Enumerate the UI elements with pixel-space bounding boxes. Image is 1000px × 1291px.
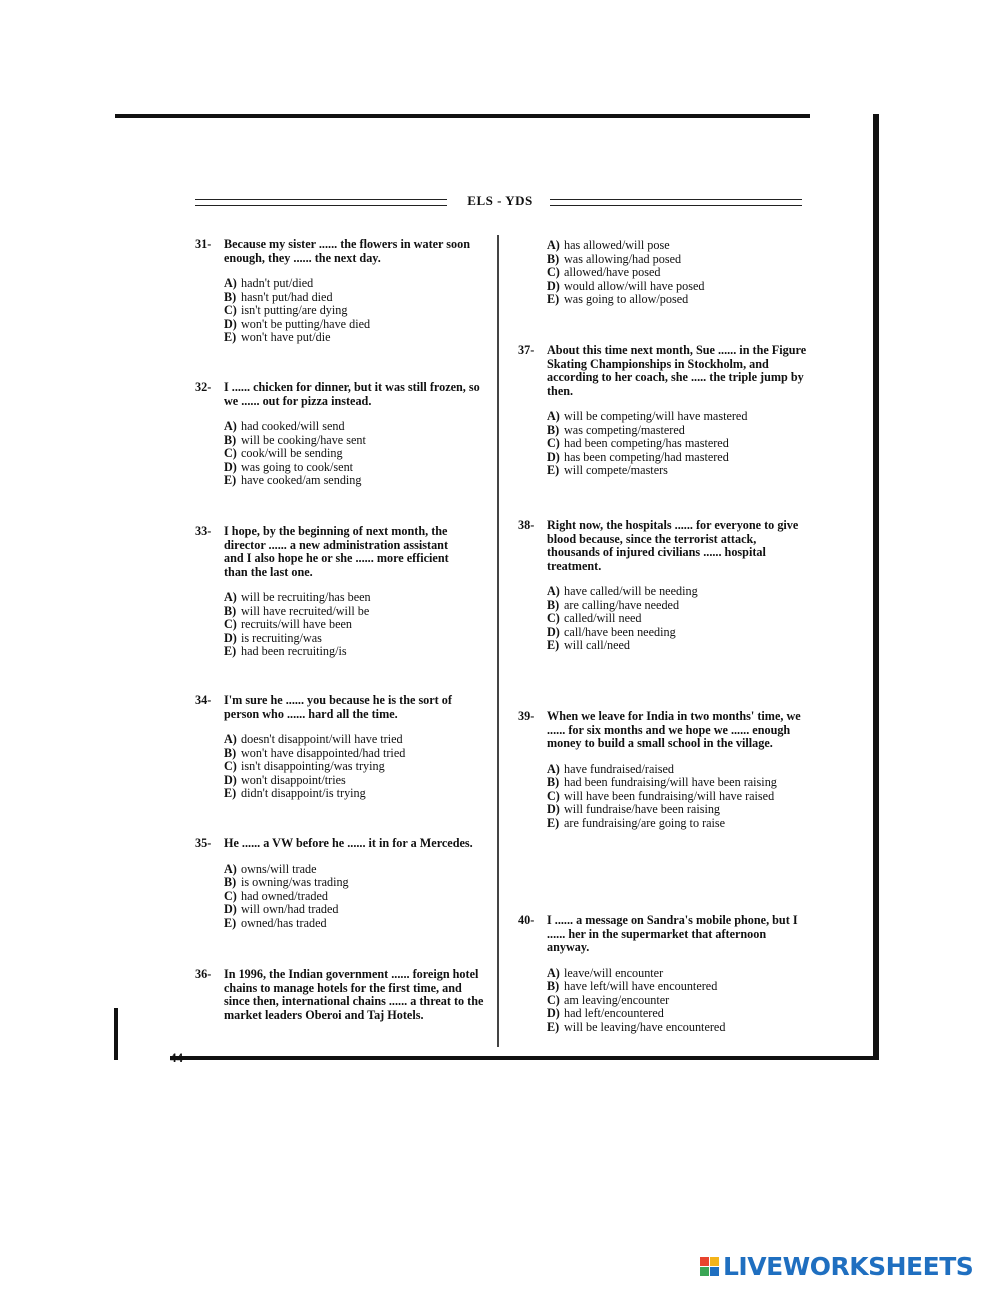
option-d[interactable]: [547, 451, 808, 465]
option-text: hadn't put/died: [241, 276, 314, 290]
option-letter: E): [224, 330, 237, 344]
page-top-border: [115, 114, 810, 118]
option-c[interactable]: [547, 994, 808, 1008]
option-letter: E): [224, 915, 237, 930]
option-letter: C): [547, 265, 560, 279]
option-c[interactable]: [224, 447, 485, 461]
option-letter: B): [547, 251, 560, 266]
option-c[interactable]: [547, 790, 808, 804]
option-text: was going to cook/sent: [241, 459, 354, 474]
option-e[interactable]: [547, 639, 808, 653]
option-text: owned/has traded: [241, 915, 327, 930]
option-text: will be recruiting/has been: [241, 590, 371, 604]
question-33: [195, 525, 470, 659]
option-letter: E): [547, 815, 560, 830]
liveworksheets-logo: [700, 1252, 973, 1281]
question-stem: In 1996, the Indian government ...... foreign hotel chains to manage hotels for the first time, and since then, international chains ...... a threat to the market leaders Oberoi and Taj Hotels.: [224, 967, 484, 1022]
option-text: will call/need: [564, 638, 630, 652]
option-letter: C): [224, 617, 237, 631]
option-letter: D): [547, 1006, 560, 1020]
question-number: 38-: [518, 518, 535, 532]
header-rule-right: [550, 199, 802, 206]
option-letter: D): [547, 624, 560, 639]
option-e[interactable]: [547, 293, 818, 307]
option-text: are fundraising/are going to raise: [564, 815, 726, 830]
question-stem: I'm sure he ...... you because he is the sort of person who ...... hard all the time.: [224, 693, 452, 721]
question-number: 35-: [195, 836, 212, 850]
question-stem: About this time next month, Sue ...... in the Figure Skating Championships in Stockholm, and according to her coach, she ..... the triple jump by then.: [547, 343, 807, 398]
question-number: 39-: [518, 709, 535, 723]
option-d[interactable]: [547, 1007, 808, 1021]
option-letter: D): [224, 459, 237, 474]
option-letter: A): [224, 590, 237, 604]
option-c[interactable]: [547, 266, 818, 280]
option-letter: E): [547, 1019, 560, 1034]
option-b[interactable]: [224, 434, 485, 448]
option-letter: A): [224, 276, 237, 290]
option-a[interactable]: [547, 239, 818, 253]
question-number: 31-: [195, 237, 212, 251]
option-e[interactable]: [224, 331, 485, 345]
option-text: have called/will be needing: [564, 584, 698, 598]
option-letter: D): [224, 316, 237, 331]
option-text: had cooked/will send: [241, 419, 345, 433]
option-text: had been recruiting/is: [241, 644, 347, 658]
question-number: 32-: [195, 380, 212, 394]
option-letter: C): [224, 759, 237, 773]
page-bottom-border: [170, 1056, 879, 1060]
option-b[interactable]: [547, 424, 808, 438]
option-text: hasn't put/had died: [241, 289, 333, 304]
option-text: owns/will trade: [241, 861, 317, 876]
option-text: had owned/traded: [241, 888, 328, 903]
option-letter: C): [547, 611, 560, 625]
option-e[interactable]: [224, 917, 485, 931]
question-number: 36-: [195, 967, 212, 981]
option-text: will fundraise/have been raising: [564, 802, 721, 816]
option-text: called/will need: [564, 611, 642, 625]
option-letter: D): [224, 630, 237, 645]
option-text: won't disappoint/tries: [241, 772, 346, 787]
option-text: has been competing/had mastered: [564, 449, 729, 464]
option-list: [547, 239, 818, 307]
option-e[interactable]: [224, 787, 485, 801]
option-text: had been fundraising/will have been raising: [564, 775, 777, 789]
option-text: won't have disappointed/had tried: [241, 745, 406, 760]
header-rule-left: [195, 199, 447, 206]
option-text: will be competing/will have mastered: [564, 409, 748, 423]
question-40: [518, 914, 808, 1034]
option-letter: B): [547, 422, 560, 437]
option-d[interactable]: [224, 632, 470, 646]
option-text: will compete/masters: [564, 463, 668, 477]
option-text: leave/will encounter: [564, 965, 664, 980]
option-list: [224, 277, 485, 345]
option-list: [224, 863, 485, 931]
option-letter: B): [224, 745, 237, 760]
option-letter: E): [547, 292, 560, 306]
option-text: will own/had traded: [241, 902, 339, 916]
option-list: [547, 585, 808, 653]
page-left-border: [114, 1008, 118, 1060]
question-39: [518, 710, 808, 830]
option-text: will be leaving/have encountered: [564, 1019, 726, 1034]
option-letter: B): [224, 432, 237, 447]
option-c[interactable]: [224, 890, 485, 904]
option-letter: D): [547, 802, 560, 816]
option-a[interactable]: [547, 410, 808, 424]
option-letter: B): [224, 875, 237, 889]
question-number: 37-: [518, 343, 535, 357]
option-b[interactable]: [547, 599, 808, 613]
option-letter: D): [547, 278, 560, 293]
option-d[interactable]: [547, 280, 818, 294]
option-a[interactable]: [224, 277, 485, 291]
option-letter: E): [224, 786, 237, 800]
option-text: allowed/have posed: [564, 265, 661, 279]
question-stem: When we leave for India in two months' time, we ...... for six months and we hope we ...... enough money to build a small school in the village.: [547, 709, 801, 750]
option-text: has allowed/will pose: [564, 238, 670, 252]
option-a[interactable]: [224, 420, 485, 434]
option-text: won't have put/die: [241, 330, 331, 344]
option-letter: A): [224, 419, 237, 433]
column-divider: [497, 235, 499, 1047]
logo-text: LIVEWORKSHEETS: [723, 1252, 974, 1281]
option-d[interactable]: [224, 318, 485, 332]
option-text: call/have been needing: [564, 624, 676, 639]
option-text: cook/will be sending: [241, 446, 343, 460]
option-text: won't be putting/have died: [241, 316, 371, 331]
option-text: was allowing/had posed: [564, 251, 682, 266]
option-letter: A): [547, 409, 560, 423]
option-letter: E): [224, 473, 237, 487]
question-32: [195, 381, 485, 488]
option-text: had left/encountered: [564, 1006, 664, 1020]
option-b[interactable]: [547, 980, 808, 994]
option-letter: A): [224, 732, 237, 746]
option-letter: B): [547, 775, 560, 789]
question-number: 40-: [518, 913, 535, 927]
option-d[interactable]: [224, 774, 485, 788]
option-letter: A): [224, 861, 237, 876]
option-letter: D): [224, 772, 237, 787]
question-37: [518, 344, 808, 478]
option-letter: B): [547, 597, 560, 612]
option-text: have fundraised/raised: [564, 761, 674, 776]
question-38: [518, 519, 808, 653]
option-b[interactable]: [224, 876, 485, 890]
option-text: will be cooking/have sent: [241, 432, 366, 447]
option-letter: A): [547, 761, 560, 776]
option-e[interactable]: [224, 474, 485, 488]
option-c[interactable]: [224, 618, 470, 632]
option-letter: C): [224, 303, 237, 317]
option-list: [224, 733, 485, 801]
option-a[interactable]: [547, 585, 808, 599]
option-text: was competing/mastered: [564, 422, 685, 437]
question-36-options: [518, 239, 818, 307]
question-stem: Because my sister ...... the flowers in water soon enough, they ...... the next day.: [224, 237, 470, 265]
option-list: [224, 420, 485, 488]
option-text: am leaving/encounter: [564, 992, 670, 1007]
option-letter: C): [547, 992, 560, 1007]
option-e[interactable]: [547, 464, 808, 478]
option-a[interactable]: [547, 967, 808, 981]
option-d[interactable]: [547, 803, 808, 817]
option-text: didn't disappoint/is trying: [241, 786, 366, 800]
question-stem: I hope, by the beginning of next month, the director ...... a new administration assistant and I also hope he or she ...... more efficient than the last one.: [224, 524, 449, 579]
page-number: 44: [170, 1050, 183, 1065]
option-letter: D): [224, 902, 237, 916]
question-31: [195, 238, 485, 345]
page-right-border: [873, 114, 879, 1058]
question-36: [195, 968, 485, 1022]
option-text: will have recruited/will be: [241, 603, 370, 618]
option-letter: C): [224, 446, 237, 460]
option-letter: E): [547, 463, 560, 477]
option-b[interactable]: [224, 291, 485, 305]
option-text: would allow/will have posed: [564, 278, 705, 293]
logo-blocks-icon: [700, 1257, 719, 1276]
option-list: [547, 410, 808, 478]
option-letter: B): [547, 979, 560, 993]
option-b[interactable]: [547, 776, 808, 790]
option-c[interactable]: [547, 612, 808, 626]
option-text: are calling/have needed: [564, 597, 680, 612]
option-e[interactable]: [547, 1021, 808, 1035]
option-a[interactable]: [547, 763, 808, 777]
option-c[interactable]: [224, 304, 485, 318]
option-text: is owning/was trading: [241, 875, 349, 889]
option-text: was going to allow/posed: [564, 292, 689, 306]
question-number: 33-: [195, 524, 212, 538]
option-text: had been competing/has mastered: [564, 436, 729, 450]
option-a[interactable]: [224, 863, 485, 877]
option-letter: D): [547, 449, 560, 464]
option-letter: A): [547, 238, 560, 252]
option-text: is recruiting/was: [241, 630, 322, 645]
option-text: isn't disappointing/was trying: [241, 759, 385, 773]
question-34: [195, 694, 485, 801]
option-a[interactable]: [224, 733, 485, 747]
question-number: 34-: [195, 693, 212, 707]
option-a[interactable]: [224, 591, 470, 605]
option-b[interactable]: [224, 747, 485, 761]
option-letter: B): [224, 289, 237, 304]
option-b[interactable]: [547, 253, 818, 267]
option-e[interactable]: [224, 645, 470, 659]
option-list: [547, 967, 808, 1035]
option-b[interactable]: [224, 605, 470, 619]
option-d[interactable]: [224, 461, 485, 475]
option-letter: C): [224, 888, 237, 903]
option-text: will have been fundraising/will have raised: [564, 788, 775, 803]
option-letter: E): [547, 638, 560, 652]
question-stem: Right now, the hospitals ...... for everyone to give blood because, since the terrorist attack, thousands of injured civilians ...... hospital treatment.: [547, 518, 799, 573]
option-e[interactable]: [547, 817, 808, 831]
option-c[interactable]: [547, 437, 808, 451]
option-text: recruits/will have been: [241, 617, 352, 631]
question-stem: I ...... a message on Sandra's mobile phone, but I ...... her in the supermarket that afternoon anyway.: [547, 913, 798, 954]
question-stem: He ...... a VW before he ...... it in for a Mercedes.: [224, 836, 473, 850]
option-text: isn't putting/are dying: [241, 303, 348, 317]
option-text: have left/will have encountered: [564, 979, 718, 993]
option-list: [224, 591, 470, 659]
option-d[interactable]: [224, 903, 485, 917]
option-letter: C): [547, 436, 560, 450]
option-letter: C): [547, 788, 560, 803]
option-letter: A): [547, 584, 560, 598]
option-list: [547, 763, 808, 831]
option-letter: B): [224, 603, 237, 618]
question-35: [195, 837, 485, 930]
option-c[interactable]: [224, 760, 485, 774]
option-letter: A): [547, 965, 560, 980]
option-letter: E): [224, 644, 237, 658]
option-text: have cooked/am sending: [241, 473, 362, 487]
option-text: doesn't disappoint/will have tried: [241, 732, 403, 746]
option-d[interactable]: [547, 626, 808, 640]
question-stem: I ...... chicken for dinner, but it was still frozen, so we ...... out for pizza instead.: [224, 380, 480, 408]
header-title: ELS - YDS: [467, 193, 533, 208]
